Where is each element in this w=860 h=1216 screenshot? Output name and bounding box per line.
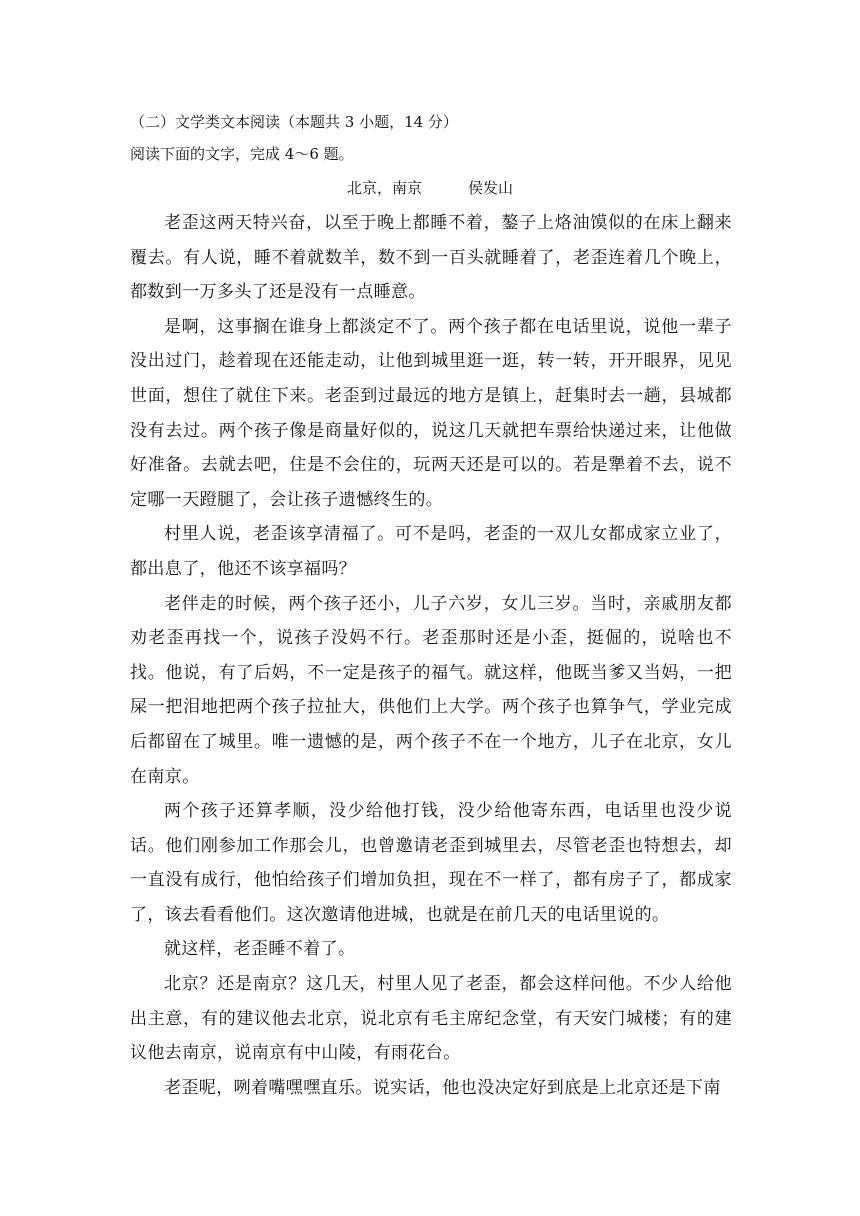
paragraph: 是啊，这事搁在谁身上都淡定不了。两个孩子都在电话里说，说他一辈子没出过门，趁着现在还能走动，让他到城里逛一逛，转一转，开开眼界，见见世面，想住了就住下来。老歪到过最远的地方是镇上，赶集时去一趟，县城都没有去过。两个孩子像是商量好似的，说这几天就把车票给快递过来，让他做好准备。去就去吧，住是不会住的，玩两天还是可以的。若是犟着不去，说不定哪一天蹬腿了，会让孩子遗憾终生的。	[130, 316, 732, 510]
paragraph: 北京？还是南京？这几天，村里人见了老歪，都会这样问他。不少人给他出主意，有的建议他去北京，说北京有毛主席纪念堂，有天安门城楼；有的建议他去南京，说南京有中山陵，有雨花台。	[130, 974, 732, 1064]
article-title: 北京，南京	[346, 179, 422, 197]
paragraph: 就这样，老歪睡不着了。	[164, 939, 356, 960]
reading-instruction: 阅读下面的文字，完成 4～6 题。	[130, 145, 354, 163]
article-heading	[0, 177, 860, 199]
section-title: （二）文学类文本阅读（本题共 3 小题，14 分）	[130, 113, 458, 131]
paragraph: 老歪呢，咧着嘴嘿嘿直乐。说实话，他也没决定好到底是上北京还是下南	[164, 1077, 721, 1098]
article-author: 侯发山	[468, 179, 514, 197]
paragraph: 老伴走的时候，两个孩子还小，儿子六岁，女儿三岁。当时，亲戚朋友都劝老歪再找一个，说孩子没妈不行。老歪那时还是小歪，挺倔的，说啥也不找。他说，有了后妈，不一定是孩子的福气。就这样，他既当爹又当妈，一把屎一把泪地把两个孩子拉扯大，供他们上大学。两个孩子也算争气，学业完成后都留在了城里。唯一遗憾的是，两个孩子不在一个地方，儿子在北京，女儿在南京。	[130, 593, 732, 787]
paragraph: 村里人说，老歪该享清福了。可不是吗，老歪的一双儿女都成家立业了，都出息了，他还不该享福吗？	[130, 524, 732, 579]
paragraph: 两个孩子还算孝顺，没少给他打钱，没少给他寄东西，电话里也没少说话。他们刚参加工作那会儿，也曾邀请老歪到城里去，尽管老歪也特想去，却一直没有成行，他怕给孩子们增加负担，现在不一样了，都有房子了，都成家了，该去看看他们。这次邀请他进城，也就是在前几天的电话里说的。	[130, 801, 732, 925]
article-body	[130, 206, 732, 1105]
paragraph: 老歪这两天特兴奋，以至于晚上都睡不着，鏊子上烙油馍似的在床上翻来覆去。有人说，睡不着就数羊，数不到一百头就睡着了，老歪连着几个晚上，都数到一万多头了还是没有一点睡意。	[130, 213, 732, 303]
